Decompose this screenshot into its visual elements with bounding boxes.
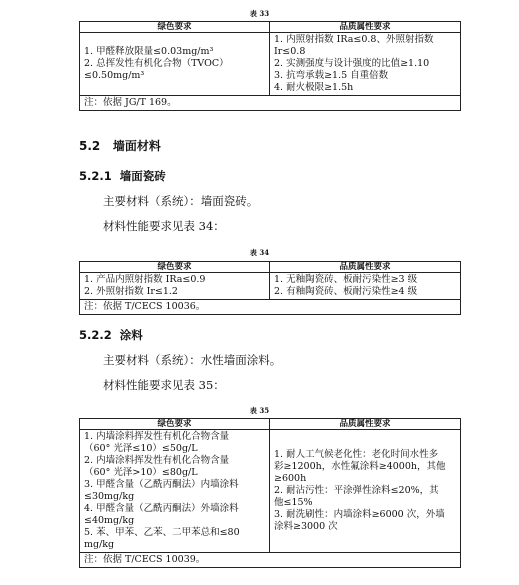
table-34-header-quality: 品质属性要求: [270, 262, 461, 273]
performance-reference-text: 材料性能要求见表 34：: [103, 219, 225, 233]
table-35-header-green: 绿色要求: [80, 419, 270, 430]
list-item: 1. 甲醛释放限量≤0.03mg/m³: [84, 46, 214, 57]
list-item: 1. 耐人工气候老化性：老化时间水性多: [274, 449, 439, 460]
list-item: 3. 甲醛含量（乙酰丙酮法）内墙涂料: [84, 479, 239, 490]
list-item: 1. 产品内照射指数 IRa≤0.9: [84, 274, 206, 285]
table-34-note: 注：依据 T/CECS 10036。: [80, 300, 461, 315]
list-item: 1. 内墙涂料挥发性有机化合物含量: [84, 431, 230, 442]
table-33-note: 注：依据 JG/T 169。: [80, 96, 461, 111]
performance-reference-text: 材料性能要求见表 35：: [103, 378, 225, 392]
list-item: mg/kg: [84, 539, 115, 550]
list-item: 2. 耐沾污性：平涂弹性涂料≤20%，其: [274, 485, 439, 496]
subsection-number: 5.2.2: [79, 328, 112, 342]
table-34: [79, 261, 461, 315]
list-item: 3. 抗弯承载≥1.5 自重倍数: [274, 70, 389, 81]
list-item: ≤30mg/kg: [84, 491, 135, 502]
table-34-header-green: 绿色要求: [80, 262, 270, 273]
table-33-caption: 表 33: [249, 9, 270, 18]
list-item: ≥600h: [274, 473, 307, 484]
table-35-green-cell: [80, 430, 270, 553]
list-item: Ir≤0.8: [274, 46, 306, 57]
subsection-heading: [79, 327, 143, 343]
list-item: 他≤15%: [274, 497, 313, 508]
list-item: 2. 总挥发性有机化合物（TVOC）: [84, 58, 229, 69]
table-35-caption: 表 35: [249, 406, 270, 415]
list-item: 1. 无釉陶瓷砖、板耐污染性≥3 级: [274, 274, 418, 285]
table-34-caption: 表 34: [249, 248, 270, 257]
section-number: 5.2: [79, 139, 101, 153]
section-title: 墙面材料: [112, 139, 161, 153]
table-34-green-cell: [80, 273, 270, 300]
subsection-number: 5.2.1: [79, 169, 112, 183]
table-33: [79, 21, 461, 111]
main-material-text: 主要材料（系统）：墙面瓷砖。: [103, 194, 259, 208]
table-35-note: 注：依据 T/CECS 10039。: [80, 553, 461, 568]
table-35: [79, 418, 461, 568]
main-material-text: 主要材料（系统）：水性墙面涂料。: [103, 353, 282, 367]
list-item: （60° 光泽>10）≤80g/L: [84, 467, 198, 478]
subsection-title: 墙面瓷砖: [119, 169, 166, 183]
list-item: ≤40mg/kg: [84, 515, 135, 526]
list-item: 彩≥1200h，水性氟涂料≥4000h，其他: [274, 461, 446, 472]
list-item: 2. 实测强度与设计强度的比值≥1.10: [274, 58, 430, 69]
subsection-heading: [79, 168, 166, 184]
section-heading: [79, 137, 161, 154]
list-item: 4. 甲醛含量（乙酰丙酮法）外墙涂料: [84, 503, 239, 514]
table-33-quality-cell: [270, 33, 461, 96]
list-item: （60° 光泽≤10）≤50g/L: [84, 443, 198, 454]
list-item: 2. 内墙涂料挥发性有机化合物含量: [84, 455, 230, 466]
table-34-quality-cell: [270, 273, 461, 300]
subsection-title: 涂料: [119, 328, 143, 342]
list-item: 2. 外照射指数 Ir≤1.2: [84, 286, 178, 297]
list-item: 涂料≥3000 次: [274, 521, 338, 532]
list-item: 2. 有釉陶瓷砖、板耐污染性≥4 级: [274, 286, 418, 297]
list-item: 4. 耐火极限≥1.5h: [274, 82, 354, 93]
table-35-header-quality: 品质属性要求: [270, 419, 461, 430]
table-33-header-quality: 品质属性要求: [270, 22, 461, 33]
table-35-quality-cell: [270, 430, 461, 553]
list-item: 5. 苯、甲苯、乙苯、二甲苯总和≤80: [84, 527, 240, 538]
list-item: 3. 耐洗刷性：内墙涂料≥6000 次，外墙: [274, 509, 445, 520]
list-item: 1. 内照射指数 IRa≤0.8、外照射指数: [274, 34, 434, 45]
table-33-green-cell: [80, 33, 270, 96]
table-33-header-green: 绿色要求: [80, 22, 270, 33]
list-item: ≤0.50mg/m³: [84, 70, 145, 81]
